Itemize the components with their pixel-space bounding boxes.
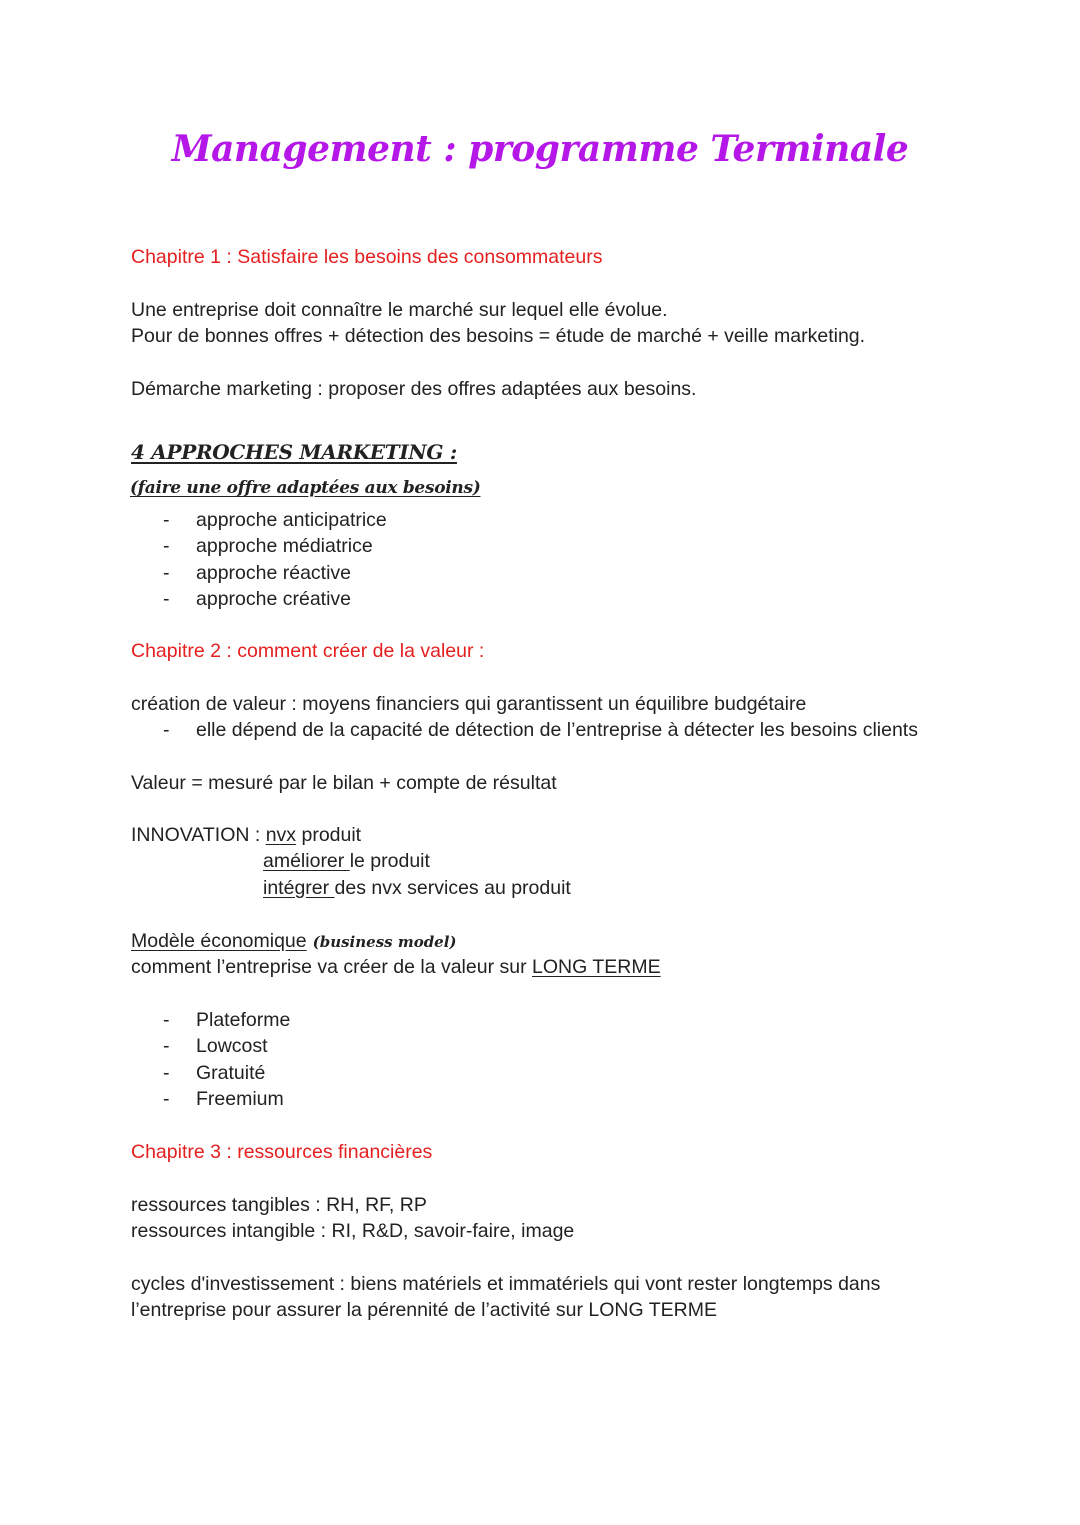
business-model-label: Modèle économique	[131, 930, 307, 952]
chapter-3-paragraph-3b: l’entreprise pour assurer la pérennité de l’activité sur LONG TERME	[131, 1299, 717, 1321]
value-bullet-list	[160, 717, 918, 743]
list-item: - approche médiatrice	[160, 533, 387, 559]
list-item: - approche anticipatrice	[160, 507, 387, 533]
chapter-3-heading: Chapitre 3 : ressources financières	[131, 1141, 433, 1163]
chapter-1-paragraph-1: Une entreprise doit connaître le marché sur lequel elle évolue.	[131, 299, 668, 321]
chapter-2-heading: Chapitre 2 : comment créer de la valeur :	[131, 640, 485, 662]
chapter-2-paragraph-1: création de valeur : moyens financiers qui garantissent un équilibre budgétaire	[131, 693, 807, 715]
business-models-list	[160, 1007, 290, 1112]
list-item: - Freemium	[160, 1086, 290, 1112]
list-item: - Plateforme	[160, 1007, 290, 1033]
list-item: - elle dépend de la capacité de détection de l’entreprise à détecter les besoins clients	[160, 717, 918, 743]
list-item: - Gratuité	[160, 1060, 290, 1086]
approaches-list	[160, 507, 387, 612]
innovation-text: produit	[296, 824, 362, 846]
chapter-3-paragraph-3a: cycles d'investissement : biens matériels et immatériels qui vont rester longtemps dans	[131, 1273, 881, 1295]
long-term-keyword: LONG TERME	[532, 956, 661, 978]
innovation-line-2	[263, 848, 430, 874]
innovation-keyword: intégrer	[263, 877, 335, 899]
chapter-2-paragraph-2: Valeur = mesuré par le bilan + compte de résultat	[131, 772, 557, 794]
innovation-text: le produit	[349, 850, 430, 872]
business-model-paragraph	[131, 954, 661, 980]
innovation-keyword: nvx	[265, 824, 297, 846]
chapter-1-heading: Chapitre 1 : Satisfaire les besoins des consommateurs	[131, 246, 603, 268]
approaches-subtitle: (faire une offre adaptées aux besoins)	[130, 478, 481, 498]
innovation-keyword: améliorer	[263, 850, 350, 872]
innovation-line-3	[263, 875, 571, 901]
innovation-text: des nvx services au produit	[334, 877, 571, 899]
approaches-title: 4 APPROCHES MARKETING :	[131, 440, 457, 464]
list-item: - approche créative	[160, 586, 387, 612]
business-model-text: comment l’entreprise va créer de la valeur sur	[131, 956, 532, 978]
business-model-note: (business model)	[312, 933, 457, 951]
list-item: - Lowcost	[160, 1033, 290, 1059]
business-model-heading	[131, 928, 457, 955]
innovation-label: INNOVATION :	[131, 824, 266, 846]
chapter-1-paragraph-2: Pour de bonnes offres + détection des besoins = étude de marché + veille marketing.	[131, 325, 866, 347]
chapter-1-paragraph-3: Démarche marketing : proposer des offres adaptées aux besoins.	[131, 378, 697, 400]
chapter-3-paragraph-1: ressources tangibles : RH, RF, RP	[131, 1194, 427, 1216]
innovation-line-1	[131, 822, 361, 848]
chapter-3-paragraph-2: ressources intangible : RI, R&D, savoir-faire, image	[131, 1220, 575, 1242]
list-item: - approche réactive	[160, 560, 387, 586]
page-title: Management : programme Terminale	[171, 128, 909, 170]
